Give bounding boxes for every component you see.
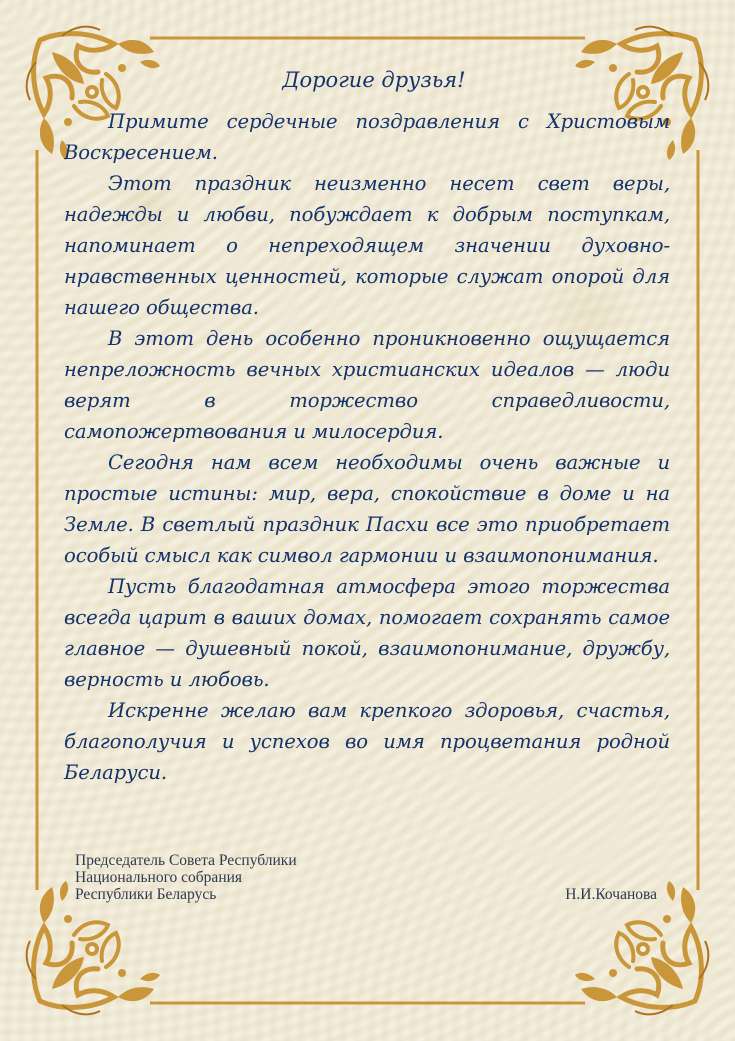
paragraph-holiday-meaning: Этот праздник неизменно несет свет веры, надежды и любви, побуждает к добрым поступкам, напоминает о непреходящем значении духовно-нравственных ценностей, которые служат опорой для нашего общества.: [64, 172, 670, 319]
signature-name: Н.И.Кочанова: [565, 886, 657, 903]
paragraph-christian-ideals: В этот день особенно проникновенно ощущается непреложность вечных христианских идеалов — люди верят в торжество справедливости, самопожертвования и милосердия.: [64, 327, 670, 443]
signature-block: [75, 852, 665, 903]
paragraph-atmosphere: Пусть благодатная атмосфера этого торжества всегда царит в ваших домах, помогает сохранять самое главное — душевный покой, взаимопонимание, дружбу, верность и любовь.: [64, 575, 670, 691]
signature-title-line: Национального собрания: [75, 869, 243, 886]
paragraph-simple-truths: Сегодня нам всем необходимы очень важные и простые истины: мир, вера, спокойствие в доме и на Земле. В светлый праздник Пасхи все это приобретает особый смысл как символ гармонии и взаимопонимания.: [64, 451, 670, 567]
letter-body: [64, 68, 670, 788]
greeting-heading: Дорогие друзья!: [282, 68, 466, 92]
paragraph-wishes: Искренне желаю вам крепкого здоровья, счастья, благополучия и успехов во имя процветания родной Беларуси.: [64, 699, 670, 784]
signature-title-line: Республики Беларусь: [75, 886, 217, 903]
signature-title-line: Председатель Совета Республики: [75, 852, 297, 869]
paragraph-congratulations: Примите сердечные поздравления с Христовым Воскресением.: [64, 110, 670, 164]
